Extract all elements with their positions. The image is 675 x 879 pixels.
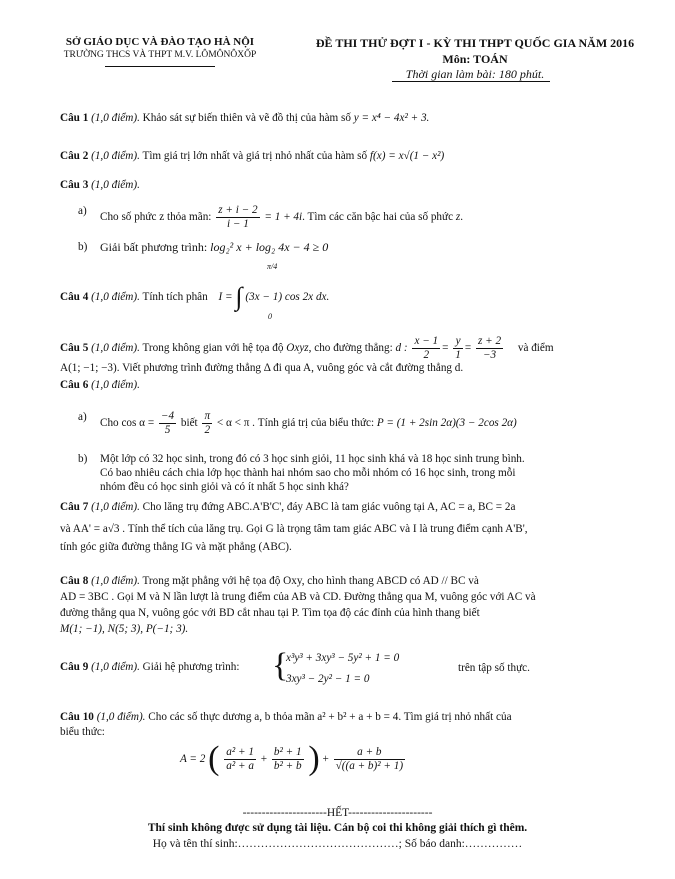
candidate-info-line: Họ và tên thí sinh:……………………………………; Số báo danh:…………… [152,838,523,850]
integral-sign: ∫ [235,282,243,312]
system-domain: trên tập số thực. [458,662,530,674]
question-6a: a) Cho cos α = $\frac{-4}{5}$ biết $\frac{\pi}{2}$ < α < π . Tính giá trị của biểu thức: P = (1 + 2sin 2α)(3 − 2cos 2α) [78,410,517,436]
end-marker: ----------------------HẾT---------------------- [242,807,433,819]
duration-divider [392,81,550,82]
expression-A: A = 2 ( $\frac{\text{a² + 1}}{\text{a² + a}}$ + $\frac{\text{b² + 1}}{\text{b² + b}}$ ) + $\frac{a + b}{\text{√((a + b)² + 1)}}$ [180,740,404,777]
question-8: Câu 8 (1,0 điểm). Trong mặt phẳng với hệ tọa độ Oxy, cho hình thang ABCD có AD // BC và AD = 3BC . Gọi M và N lần lượt là trung điểm của AB và CD. Đường thẳng qua M, vuông góc với AC và đường thẳng qua N, vuông góc với BD cắt nhau tại P. Tìm tọa độ các đỉnh của hình thang biết M(1; −1), N(5; 3), P(−1; 3). [60,575,536,635]
question-5-line2: A(1; −1; −3). Viết phương trình đường thẳng Δ đi qua A, vuông góc và cắt đường thẳng d. [60,362,464,374]
question-2: Câu 2 (1,0 điểm). Tìm giá trị lớn nhất và giá trị nhỏ nhất của hàm số f(x) = x√(1 − x²) [60,150,445,162]
question-4: Câu 4 (1,0 điểm). Tính tích phân I = ∫ (3x − 1) cos 2x dx. [60,282,330,312]
exam-duration: Thời gian làm bài: 180 phút. [405,67,545,81]
question-10: Câu 10 (1,0 điểm). Cho các số thực dương a, b thỏa mãn a² + b² + a + b = 4. Tìm giá trị nhỏ nhất của biểu thức: [60,711,512,738]
exam-note: Thí sinh không được sử dụng tài liệu. Cán bộ coi thi không giải thích gì thêm. [147,822,528,834]
exam-title: ĐỀ THI THỬ ĐỢT I - KỲ THI THPT QUỐC GIA NĂM 2016 [315,36,635,50]
question-3b: b) Giải bất phương trình: log₂² x + log₂ 4x − 4 ≥ 0 [78,240,329,254]
system-brace: { [272,647,289,684]
question-6b: b) Một lớp có 32 học sinh, trong đó có 3 học sinh giỏi, 11 học sinh khá và 18 học sinh trung bình. Có bao nhiêu cách chia lớp học thành hai nhóm sao cho mỗi nhóm có 16 học sinh, trong mỗi nhóm đều có học sinh giỏi và có ít nhất 5 học sinh khá? [78,453,525,493]
question-9: Câu 9 (1,0 điểm). Giải hệ phương trình: [60,661,240,673]
integral-upper-bound: π/4 [267,262,278,271]
question-7: Câu 7 (1,0 điểm). Cho lăng trụ đứng ABC.A'B'C', đáy ABC là tam giác vuông tại A, AC = a, BC = 2a và AA' = a√3 . Tính thể tích của lăng trụ. Gọi G là trọng tâm tam giác ABC và I là trung điểm cạnh A'B', tính góc giữa đường thẳng IG và mặt phẳng (ABC). [60,501,528,553]
question-3a: a) Cho số phức z thỏa mãn: $\frac{z + i - 2}{i - 1}$ = 1 + 4i. Tìm các căn bậc hai của số phức z. [78,204,464,230]
header-divider [105,66,215,67]
question-1: Câu 1 (1,0 điểm). Khảo sát sự biến thiên và vẽ đồ thị của hàm số y = x⁴ − 4x² + 3. [60,112,430,124]
exam-subject: Môn: TOÁN [442,52,508,66]
integral-lower-bound: 0 [268,312,272,321]
question-6: Câu 6 (1,0 điểm). [60,379,140,391]
question-5: Câu 5 (1,0 điểm). Trong không gian với hệ tọa độ Oxyz, cho đường thẳng: d : $\frac{x - 1}{2}$ = $\frac{y}{1}$ = $\frac{z + 2}{-3}$ và điểm [60,335,554,361]
system-equation-1: x³y³ + 3xy³ − 5y² + 1 = 0 [286,652,400,664]
system-equation-2: 3xy³ − 2y² − 1 = 0 [286,673,370,685]
school-department: SỞ GIÁO DỤC VÀ ĐÀO TẠO HÀ NỘI [65,36,255,48]
question-3: Câu 3 (1,0 điểm). [60,179,140,191]
school-name: TRƯỜNG THCS VÀ THPT M.V. LÔMÔNÔXỐP [63,50,257,60]
